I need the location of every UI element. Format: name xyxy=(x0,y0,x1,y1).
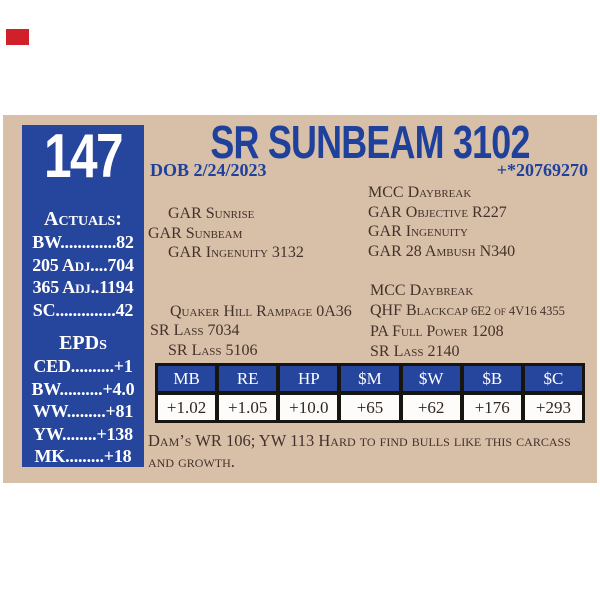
sire-ancestor-column xyxy=(368,183,515,262)
table-header-dollar-c: $C xyxy=(525,366,582,391)
dam-ancestor-2 xyxy=(370,301,565,321)
lot-card xyxy=(3,115,597,483)
table-value-mb: +1.02 xyxy=(158,395,215,420)
epd-value-table xyxy=(155,363,585,423)
table-value-dollar-w: +62 xyxy=(403,395,460,420)
actuals-section xyxy=(24,207,142,321)
dam-ancestor-column xyxy=(370,281,565,363)
sire-name: GAR Sunbeam xyxy=(148,224,243,242)
red-marker xyxy=(6,29,29,45)
table-header-dollar-b: $B xyxy=(464,366,521,391)
table-header-mb: MB xyxy=(158,366,215,391)
registration-number: +*20769270 xyxy=(496,160,588,180)
epds-section xyxy=(24,331,142,468)
table-header-hp: HP xyxy=(280,366,337,391)
dam-name: SR Lass 7034 xyxy=(150,322,240,340)
table-value-hp: +10.0 xyxy=(280,395,337,420)
table-header-re: RE xyxy=(219,366,276,391)
animal-name-title: SR SUNBEAM 3102 xyxy=(210,116,530,168)
actual-bw: BW.............82 xyxy=(32,232,134,252)
dam-ancestor-3: PA Full Power 1208 xyxy=(370,322,504,340)
epd-yw: YW........+138 xyxy=(33,423,133,444)
table-header-dollar-w: $W xyxy=(403,366,460,391)
epd-ww: WW.........+81 xyxy=(32,401,134,422)
actuals-heading: Actuals: xyxy=(44,208,122,230)
dam-ancestor-4: SR Lass 2140 xyxy=(370,343,460,361)
table-value-dollar-b: +176 xyxy=(464,395,521,420)
dam-grandsire: Quaker Hill Rampage 0A36 xyxy=(170,303,352,320)
sire-grandsire: GAR Sunrise xyxy=(168,205,255,222)
dob-label: DOB 2/24/2023 xyxy=(150,160,267,180)
table-value-dollar-c: +293 xyxy=(525,395,582,420)
epd-bw: BW..........+4.0 xyxy=(31,378,135,399)
dam-ancestor-2-suffix: 6E2 of 4V16 4355 xyxy=(471,304,565,319)
table-header-dollar-m: $M xyxy=(341,366,398,391)
sire-ancestor-4: GAR 28 Ambush N340 xyxy=(368,243,516,261)
sire-block xyxy=(148,204,304,263)
dam-ancestor-1: MCC Daybreak xyxy=(370,282,474,299)
sire-ancestor-2: GAR Objective R227 xyxy=(368,203,507,221)
table-value-dollar-m: +65 xyxy=(341,395,398,420)
epds-heading: EPDs xyxy=(59,332,107,354)
lot-sidebar xyxy=(22,122,144,467)
epd-mk: MK.........+18 xyxy=(34,446,132,467)
table-value-re: +1.05 xyxy=(219,395,276,420)
sire-ancestor-1: MCC Daybreak xyxy=(368,184,472,201)
dam-block xyxy=(148,302,352,360)
sire-granddam: GAR Ingenuity 3132 xyxy=(168,244,304,262)
lot-number: 147 xyxy=(44,122,122,191)
dam-granddam: SR Lass 5106 xyxy=(168,341,258,359)
sire-ancestor-3: GAR Ingenuity xyxy=(368,223,468,241)
epd-ced: CED..........+1 xyxy=(33,356,133,376)
dam-ancestor-2-name: QHF Blackcap xyxy=(370,302,469,320)
actual-205-adj: 205 Adj....704 xyxy=(32,254,134,275)
actual-365-adj: 365 Adj..1194 xyxy=(32,277,134,298)
lot-comment: Dam’s WR 106; YW 113 Hard to find bulls like this carcass and growth. xyxy=(148,431,571,471)
actual-sc: SC..............42 xyxy=(32,299,134,320)
